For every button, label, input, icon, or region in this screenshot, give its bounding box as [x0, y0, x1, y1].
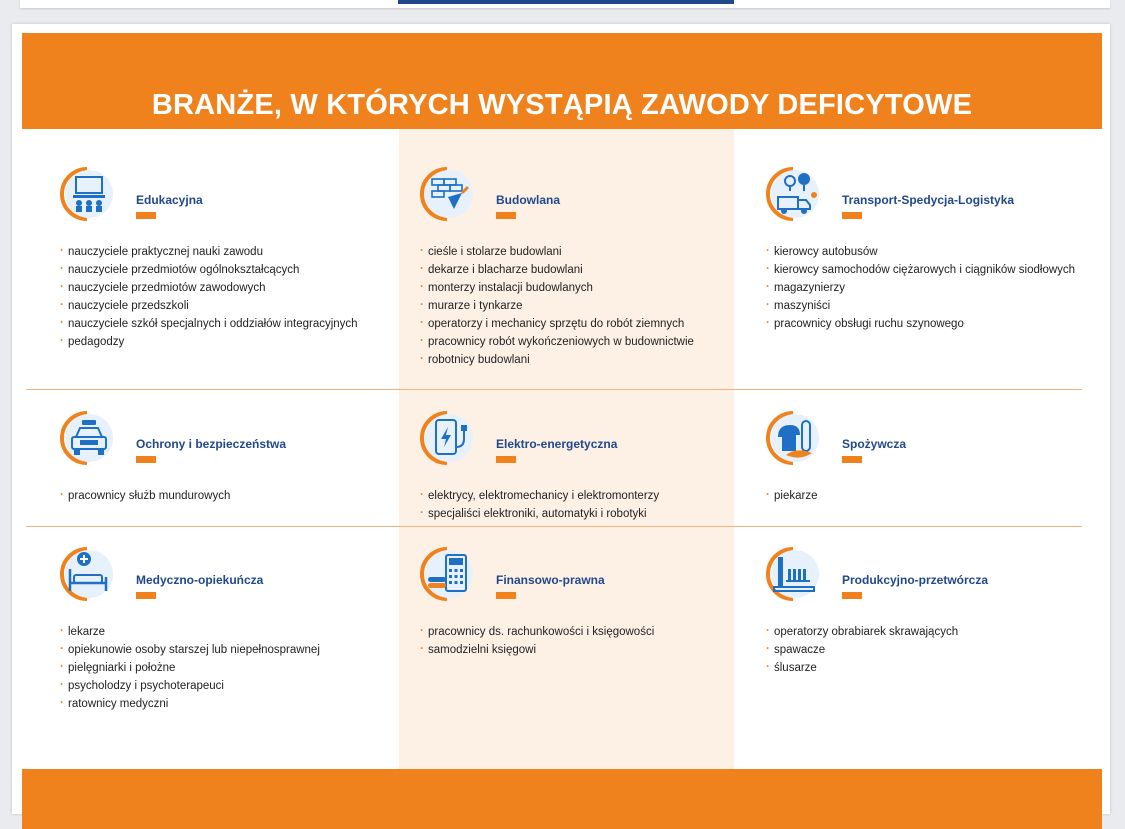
title-underline — [136, 592, 156, 599]
sector-title: Transport-Spedycja-Logistyka — [842, 193, 1015, 207]
title-underline — [842, 212, 862, 219]
title-underline — [496, 592, 516, 599]
occupation-item: · samodzielni księgowi — [420, 641, 730, 659]
sector-title: Elektro-energetyczna — [496, 437, 618, 451]
occupation-item: · nauczyciele przedmiotów zawodowych — [60, 279, 370, 297]
page-title: BRANŻE, W KTÓRYCH WYSTĄPIĄ ZAWODY DEFICYTOWE — [151, 89, 973, 121]
sector-title: Produkcyjno-przetwórcza — [842, 573, 989, 587]
occupation-item: · pedagodzy — [60, 333, 370, 351]
row-divider-1 — [26, 389, 1082, 390]
sector-title: Budowlana — [496, 193, 561, 207]
occupation-item: · kierowcy samochodów ciężarowych i ciągników siodłowych — [766, 261, 1076, 279]
occupation-item: · dekarze i blacharze budowlani — [420, 261, 730, 279]
occupation-item: · lekarze — [60, 623, 370, 641]
occupation-list — [420, 623, 730, 659]
occupation-item: · piekarze — [766, 487, 1076, 505]
footer-banner — [22, 769, 1102, 829]
title-underline — [842, 592, 862, 599]
police-car-icon — [60, 411, 114, 465]
occupation-item: · operatorzy i mechanicy sprzętu do robót ziemnych — [420, 315, 730, 333]
occupation-list — [420, 243, 730, 369]
previous-section-bar — [398, 0, 734, 4]
occupation-list — [420, 487, 730, 523]
sector-title: Spożywcza — [842, 437, 907, 451]
occupation-item: · specjaliści elektroniki, automatyki i robotyki — [420, 505, 730, 523]
calculator-coins-icon — [420, 547, 474, 601]
occupation-item: · pracownicy obsługi ruchu szynowego — [766, 315, 1076, 333]
occupation-item: · cieśle i stolarze budowlani — [420, 243, 730, 261]
occupation-item: · murarze i tynkarze — [420, 297, 730, 315]
title-underline — [136, 456, 156, 463]
occupation-item: · ratownicy medyczni — [60, 695, 370, 713]
sector-title: Ochrony i bezpieczeństwa — [136, 437, 287, 451]
occupation-item: · pracownicy służb mundurowych — [60, 487, 370, 505]
occupation-item: · spawacze — [766, 641, 1076, 659]
title-underline — [496, 456, 516, 463]
occupation-item: · ślusarze — [766, 659, 1076, 677]
title-underline — [842, 456, 862, 463]
occupation-item: · pracownicy robót wykończeniowych w budownictwie — [420, 333, 730, 351]
occupation-list — [60, 243, 370, 351]
occupation-item: · elektrycy, elektromechanicy i elektromonterzy — [420, 487, 730, 505]
occupation-item: · pielęgniarki i położne — [60, 659, 370, 677]
occupation-item: · nauczyciele przedszkoli — [60, 297, 370, 315]
occupation-list — [60, 487, 370, 505]
occupation-item: · nauczyciele szkół specjalnych i oddziałów integracyjnych — [60, 315, 370, 333]
occupation-list — [766, 243, 1076, 333]
occupation-item: · magazynierzy — [766, 279, 1076, 297]
phone-charging-icon — [420, 411, 474, 465]
truck-map-icon — [766, 167, 820, 221]
occupation-list — [60, 623, 370, 713]
occupation-item: · operatorzy obrabiarek skrawających — [766, 623, 1076, 641]
occupation-item: · pracownicy ds. rachunkowości i księgowości — [420, 623, 730, 641]
occupation-item: · monterzy instalacji budowlanych — [420, 279, 730, 297]
occupation-list — [766, 487, 1076, 505]
factory-icon — [766, 547, 820, 601]
infographic-card — [12, 24, 1110, 814]
brick-trowel-icon — [420, 167, 474, 221]
sector-title: Finansowo-prawna — [496, 573, 605, 587]
occupation-item: · robotnicy budowlani — [420, 351, 730, 369]
school-desk-icon — [60, 167, 114, 221]
sector-title: Medyczno-opiekuńcza — [136, 573, 264, 587]
occupation-item: · maszyniści — [766, 297, 1076, 315]
title-underline — [136, 212, 156, 219]
occupation-item: · psycholodzy i psychoterapeuci — [60, 677, 370, 695]
occupation-item: · kierowcy autobusów — [766, 243, 1076, 261]
occupation-item: · opiekunowie osoby starszej lub niepełnosprawnej — [60, 641, 370, 659]
occupation-item: · nauczyciele przedmiotów ogólnokształcących — [60, 261, 370, 279]
hospital-bed-icon — [60, 547, 114, 601]
occupation-item: · nauczyciele praktycznej nauki zawodu — [60, 243, 370, 261]
title-underline — [496, 212, 516, 219]
occupation-list — [766, 623, 1076, 677]
sector-title: Edukacyjna — [136, 193, 203, 207]
title-banner — [22, 33, 1102, 129]
bread-icon — [766, 411, 820, 465]
row-divider-2 — [26, 526, 1082, 527]
